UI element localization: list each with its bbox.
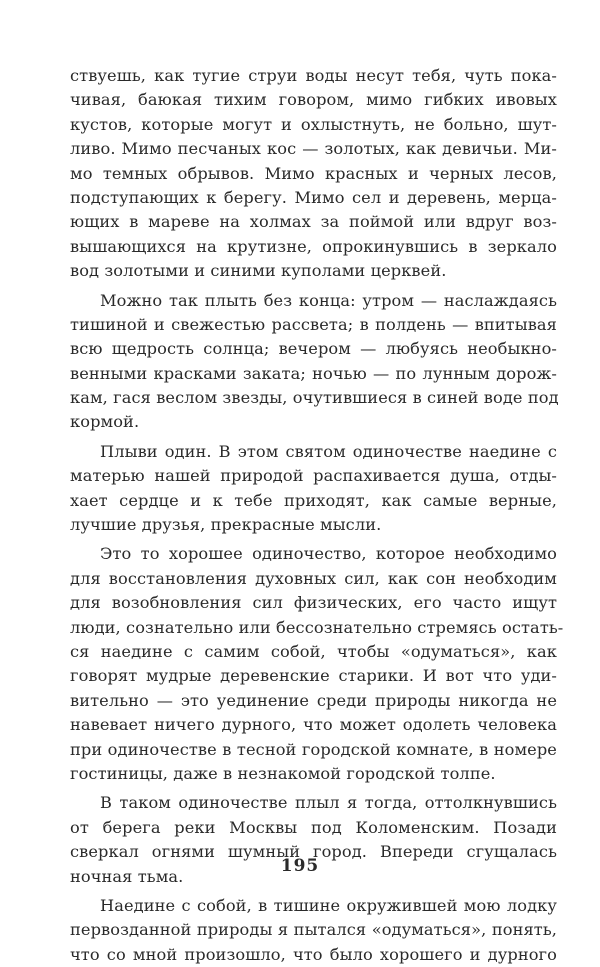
- text-line: лучшие друзья, прекрасные мысли.: [70, 515, 382, 535]
- text-line: ливо. Мимо песчаных кос — золотых, как девичьи. Ми-: [70, 139, 557, 159]
- page-number: 195: [280, 856, 320, 876]
- text-line: матерью нашей природой распахивается душа, отды-: [70, 466, 557, 486]
- text-line: кормой.: [70, 412, 140, 432]
- text-line: подступающих к берегу. Мимо сел и деревень, мерца-: [70, 187, 557, 207]
- text-line: Это то хорошее одиночество, которое необходимо: [100, 544, 557, 564]
- text-line: гостиницы, даже в незнакомой городской толпе.: [70, 763, 496, 783]
- text-line: от берега реки Москвы под Коломенским. Позади: [70, 817, 557, 837]
- text-line: кустов, которые могут и охлыстнуть, не больно, шут-: [70, 114, 557, 134]
- text-line: при одиночестве в тесной городской комнате, в номере: [70, 739, 557, 759]
- paragraph-6: [70, 894, 557, 967]
- text-line: говорят мудрые деревенские старики. И вот что уди-: [70, 666, 557, 686]
- text-line: ся наедине с самим собой, чтобы «одуматься», как: [70, 641, 557, 661]
- text-line: ствуешь, как тугие струи воды несут тебя, чуть пока-: [70, 66, 557, 85]
- text-line: навевает ничего дурного, что может одолеть человека: [70, 715, 557, 735]
- text-line: для восстановления духовных сил, как сон необходим: [70, 568, 557, 588]
- text-line: хает сердце и к тебе приходят, как самые верные,: [70, 490, 557, 510]
- text-line: вод золотыми и синими куполами церквей.: [70, 261, 447, 281]
- text-line: что со мной произошло, что было хорошего и дурного: [70, 944, 557, 964]
- text-line: люди, сознательно или бессознательно стремясь остать-: [70, 617, 564, 637]
- text-line: сверкал огнями шумный город. Впереди сгущалась: [70, 842, 557, 862]
- text-line: кам, гася веслом звезды, очутившиеся в синей воде под: [70, 388, 559, 408]
- paragraph-4: [70, 542, 564, 786]
- text-line: всю щедрость солнца; вечером — любуясь необыкно-: [70, 339, 557, 359]
- text-line: первозданной природы я пытался «одуматься», понять,: [70, 920, 557, 940]
- text-line: Наедине с собой, в тишине окружившей мою лодку: [100, 895, 557, 915]
- paragraph-1: [70, 64, 557, 284]
- paragraph-3: [70, 440, 557, 538]
- text-line: венными красками заката; ночью — по лунным дорож-: [70, 363, 557, 383]
- text-line: ночная тьма.: [70, 866, 184, 886]
- text-line: Можно так плыть без конца: утром — наслаждаясь: [100, 290, 557, 310]
- text-line: ющих в мареве на холмах за поймой или вдруг воз-: [70, 212, 557, 232]
- text-line: мо темных обрывов. Мимо красных и черных лесов,: [70, 163, 557, 183]
- text-line: вышающихся на крутизне, опрокинувшись в зеркало: [70, 236, 557, 256]
- text-line: Плыви один. В этом святом одиночестве наедине с: [100, 441, 557, 461]
- text-line: В таком одиночестве плыл я тогда, оттолкнувшись: [100, 793, 557, 813]
- text-line: для возобновления сил физических, его часто ищут: [70, 593, 557, 613]
- paragraph-2: [70, 289, 557, 435]
- text-line: тишиной и свежестью рассвета; в полдень — впитывая: [70, 314, 557, 334]
- text-line: чивая, баюкая тихим говором, мимо гибких ивовых: [70, 90, 557, 110]
- text-line: вительно — это уединение среди природы никогда не: [70, 690, 557, 710]
- book-page-text: [70, 64, 564, 967]
